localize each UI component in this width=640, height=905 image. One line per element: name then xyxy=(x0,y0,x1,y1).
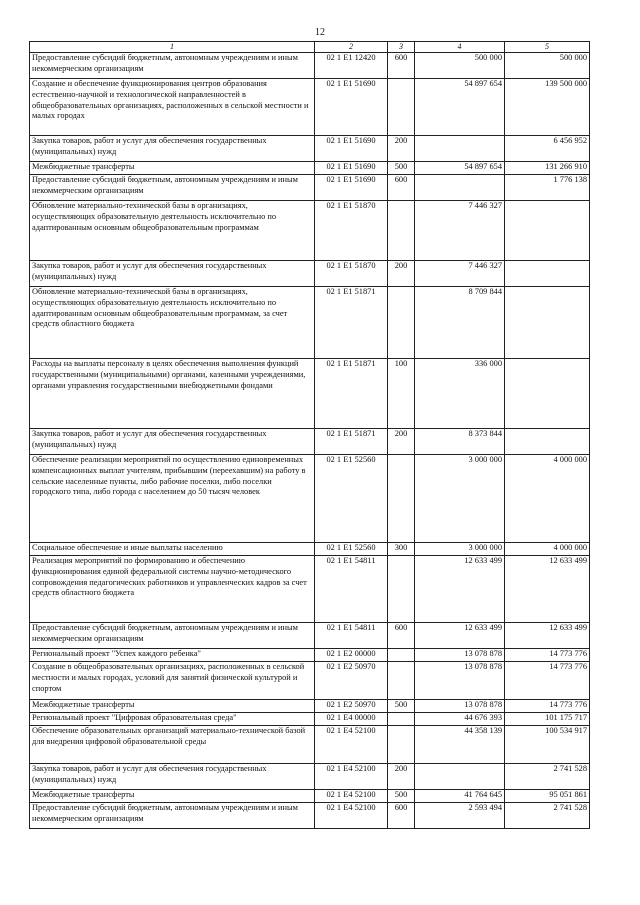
row-amount-year-1: 13 078 878 xyxy=(415,649,505,662)
row-amount-year-2: 4 000 000 xyxy=(505,543,590,556)
row-code: 02 1 E1 51690 xyxy=(315,162,388,175)
table-row xyxy=(30,136,590,162)
row-amount-year-1: 13 078 878 xyxy=(415,700,505,713)
row-amount-year-1: 54 897 654 xyxy=(415,162,505,175)
row-code: 02 1 E4 52100 xyxy=(315,803,388,829)
row-amount-year-1: 3 000 000 xyxy=(415,543,505,556)
column-header-4: 4 xyxy=(415,42,505,53)
row-name: Региональный проект "Цифровая образовательная среда" xyxy=(30,713,315,726)
row-expense-type: 600 xyxy=(388,803,415,829)
row-expense-type xyxy=(388,726,415,764)
row-name: Межбюджетные трансферты xyxy=(30,700,315,713)
row-amount-year-1: 336 000 xyxy=(415,359,505,429)
row-amount-year-2: 139 500 000 xyxy=(505,79,590,136)
row-expense-type: 200 xyxy=(388,429,415,455)
row-expense-type: 600 xyxy=(388,175,415,201)
table-row xyxy=(30,53,590,79)
row-expense-type xyxy=(388,662,415,700)
row-expense-type xyxy=(388,649,415,662)
row-expense-type: 100 xyxy=(388,359,415,429)
row-name: Закупка товаров, работ и услуг для обеспечения государственных (муниципальных) нужд xyxy=(30,429,315,455)
row-expense-type xyxy=(388,287,415,359)
table-row xyxy=(30,201,590,261)
row-expense-type xyxy=(388,713,415,726)
table-row xyxy=(30,556,590,623)
row-amount-year-1: 13 078 878 xyxy=(415,662,505,700)
table-row xyxy=(30,649,590,662)
row-amount-year-2: 12 633 499 xyxy=(505,556,590,623)
row-amount-year-2: 1 776 138 xyxy=(505,175,590,201)
row-amount-year-1: 500 000 xyxy=(415,53,505,79)
row-code: 02 1 E2 50970 xyxy=(315,700,388,713)
row-name: Межбюджетные трансферты xyxy=(30,162,315,175)
row-amount-year-2: 131 266 910 xyxy=(505,162,590,175)
row-name: Предоставление субсидий бюджетным, автономным учреждениям и иным некоммерческим организациям xyxy=(30,803,315,829)
row-amount-year-2: 12 633 499 xyxy=(505,623,590,649)
table-row xyxy=(30,623,590,649)
row-amount-year-1: 41 764 645 xyxy=(415,790,505,803)
row-expense-type: 500 xyxy=(388,700,415,713)
row-expense-type: 200 xyxy=(388,136,415,162)
column-header-5: 5 xyxy=(505,42,590,53)
row-amount-year-1 xyxy=(415,764,505,790)
row-amount-year-1: 7 446 327 xyxy=(415,201,505,261)
row-amount-year-1: 8 709 844 xyxy=(415,287,505,359)
row-name: Создание в общеобразовательных организациях, расположенных в сельской местности и малых городах, условий для занятий физической культурой и спортом xyxy=(30,662,315,700)
row-amount-year-2: 2 741 528 xyxy=(505,764,590,790)
row-amount-year-1: 54 897 654 xyxy=(415,79,505,136)
column-header-3: 3 xyxy=(388,42,415,53)
column-header-1: 1 xyxy=(30,42,315,53)
budget-table xyxy=(29,41,590,829)
row-code: 02 1 E1 51690 xyxy=(315,175,388,201)
table-row xyxy=(30,803,590,829)
row-amount-year-1: 44 676 393 xyxy=(415,713,505,726)
row-name: Создание и обеспечение функционирования центров образования естественно-научной и технологической направленностей в общеобразовательных организациях, расположенных в сельской местности и малых городах xyxy=(30,79,315,136)
row-code: 02 1 E1 52560 xyxy=(315,543,388,556)
row-amount-year-2 xyxy=(505,287,590,359)
row-amount-year-1: 7 446 327 xyxy=(415,261,505,287)
row-amount-year-1: 44 358 139 xyxy=(415,726,505,764)
row-name: Предоставление субсидий бюджетным, автономным учреждениям и иным некоммерческим организациям xyxy=(30,175,315,201)
row-amount-year-2: 2 741 528 xyxy=(505,803,590,829)
row-code: 02 1 E1 51690 xyxy=(315,136,388,162)
row-name: Межбюджетные трансферты xyxy=(30,790,315,803)
row-name: Обеспечение образовательных организаций материально-технической базой для внедрения цифровой образовательной среды xyxy=(30,726,315,764)
row-code: 02 1 E1 51871 xyxy=(315,429,388,455)
row-amount-year-2: 14 773 776 xyxy=(505,649,590,662)
row-name: Обеспечение реализации мероприятий по осуществлению единовременных компенсационных выплат учителям, прибывшим (переехавшим) на работу в сельские населенные пункты, либо рабочие поселки, либо поселки городского типа, либо города с населением до 50 тысяч человек xyxy=(30,455,315,543)
row-expense-type xyxy=(388,201,415,261)
row-amount-year-2: 4 000 000 xyxy=(505,455,590,543)
table-row xyxy=(30,429,590,455)
row-code: 02 1 E1 54811 xyxy=(315,623,388,649)
row-code: 02 1 E1 51690 xyxy=(315,79,388,136)
table-row xyxy=(30,662,590,700)
table-header-row xyxy=(30,42,590,53)
row-amount-year-2: 500 000 xyxy=(505,53,590,79)
table-row xyxy=(30,713,590,726)
table-row xyxy=(30,700,590,713)
row-name: Закупка товаров, работ и услуг для обеспечения государственных (муниципальных) нужд xyxy=(30,261,315,287)
table-row xyxy=(30,359,590,429)
row-expense-type: 500 xyxy=(388,790,415,803)
row-code: 02 1 E1 51871 xyxy=(315,359,388,429)
page-number: 12 xyxy=(315,27,325,38)
row-expense-type: 500 xyxy=(388,162,415,175)
row-amount-year-2: 14 773 776 xyxy=(505,700,590,713)
row-expense-type xyxy=(388,79,415,136)
row-name: Обновление материально-технической базы в организациях, осуществляющих образовательную деятельность исключительно по адаптированным основным общеобразовательным программам, за счет средств областного бюджета xyxy=(30,287,315,359)
table-row xyxy=(30,79,590,136)
row-name: Закупка товаров, работ и услуг для обеспечения государственных (муниципальных) нужд xyxy=(30,136,315,162)
table-row xyxy=(30,790,590,803)
row-amount-year-2: 100 534 917 xyxy=(505,726,590,764)
row-code: 02 1 E1 12420 xyxy=(315,53,388,79)
row-amount-year-2: 95 051 861 xyxy=(505,790,590,803)
row-expense-type: 200 xyxy=(388,764,415,790)
row-code: 02 1 E4 52100 xyxy=(315,790,388,803)
row-code: 02 1 E1 51870 xyxy=(315,201,388,261)
table-row xyxy=(30,764,590,790)
row-amount-year-2: 6 456 952 xyxy=(505,136,590,162)
table-row xyxy=(30,162,590,175)
row-name: Реализация мероприятий по формированию и обеспечению функционирования единой федеральной системы научно-методического сопровождения педагогических работников и управленческих кадров за счет средств областного бюджета xyxy=(30,556,315,623)
row-code: 02 1 E2 00000 xyxy=(315,649,388,662)
row-code: 02 1 E4 00000 xyxy=(315,713,388,726)
table-row xyxy=(30,455,590,543)
row-name: Закупка товаров, работ и услуг для обеспечения государственных (муниципальных) нужд xyxy=(30,764,315,790)
row-amount-year-1 xyxy=(415,136,505,162)
table-row xyxy=(30,175,590,201)
row-expense-type: 200 xyxy=(388,261,415,287)
table-row xyxy=(30,287,590,359)
row-amount-year-2: 14 773 776 xyxy=(505,662,590,700)
row-name: Расходы на выплаты персоналу в целях обеспечения выполнения функций государственными (муниципальными) органами, казенными учреждениями, органами управления государственными внебюджетными фондами xyxy=(30,359,315,429)
table-row xyxy=(30,726,590,764)
row-code: 02 1 E2 50970 xyxy=(315,662,388,700)
row-amount-year-2 xyxy=(505,201,590,261)
row-amount-year-1: 2 593 494 xyxy=(415,803,505,829)
row-expense-type xyxy=(388,556,415,623)
table-row xyxy=(30,543,590,556)
row-expense-type xyxy=(388,455,415,543)
row-amount-year-2 xyxy=(505,359,590,429)
row-code: 02 1 E4 52100 xyxy=(315,726,388,764)
row-code: 02 1 E4 52100 xyxy=(315,764,388,790)
row-amount-year-2 xyxy=(505,429,590,455)
row-amount-year-1 xyxy=(415,175,505,201)
column-header-2: 2 xyxy=(315,42,388,53)
table-row xyxy=(30,261,590,287)
row-code: 02 1 E1 52560 xyxy=(315,455,388,543)
row-name: Региональный проект "Успех каждого ребенка" xyxy=(30,649,315,662)
row-name: Социальное обеспечение и иные выплаты населению xyxy=(30,543,315,556)
row-amount-year-1: 12 633 499 xyxy=(415,623,505,649)
row-expense-type: 600 xyxy=(388,53,415,79)
row-name: Предоставление субсидий бюджетным, автономным учреждениям и иным некоммерческим организациям xyxy=(30,53,315,79)
row-code: 02 1 E1 54811 xyxy=(315,556,388,623)
row-name: Обновление материально-технической базы в организациях, осуществляющих образовательную деятельность исключительно по адаптированным основным общеобразовательным программам xyxy=(30,201,315,261)
row-code: 02 1 E1 51870 xyxy=(315,261,388,287)
row-amount-year-1: 3 000 000 xyxy=(415,455,505,543)
row-amount-year-2: 101 175 717 xyxy=(505,713,590,726)
row-name: Предоставление субсидий бюджетным, автономным учреждениям и иным некоммерческим организациям xyxy=(30,623,315,649)
row-amount-year-2 xyxy=(505,261,590,287)
row-expense-type: 600 xyxy=(388,623,415,649)
row-expense-type: 300 xyxy=(388,543,415,556)
row-amount-year-1: 12 633 499 xyxy=(415,556,505,623)
row-code: 02 1 E1 51871 xyxy=(315,287,388,359)
row-amount-year-1: 8 373 844 xyxy=(415,429,505,455)
